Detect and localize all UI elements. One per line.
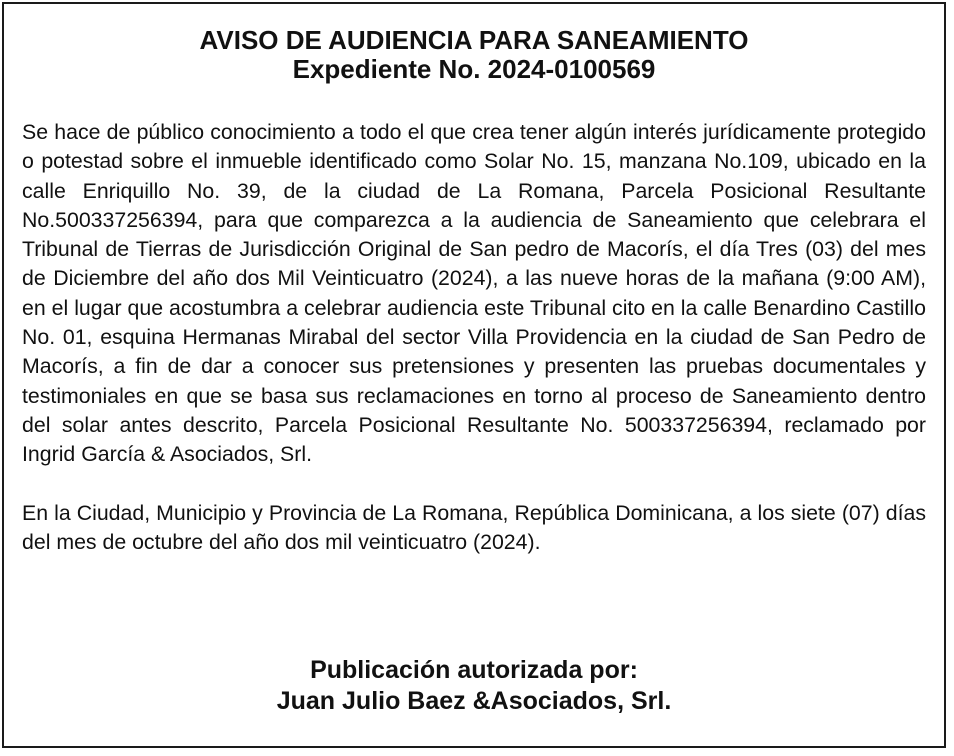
file-number: Expediente No. 2024-0100569: [292, 54, 656, 84]
notice-border: [2, 2, 946, 748]
notice-paragraph-main: Se hace de público conocimiento a todo el que crea tener algún interés jurídicamente protegido o potestad sobre el inmueble identificado como Solar No. 15, manzana No.109, ubicado en la calle Enriquillo No. 39, de la ciudad de La Romana, Parcela Posicional Resultante No.500337256394, para que comparezca a la audiencia de Saneamiento que celebrara el Tribunal de Tierras de Jurisdicción Original de San pedro de Macorís, el día Tres (03) del mes de Diciembre del año dos Mil Veinticuatro (2024), a las nueve horas de la mañana (9:00 AM), en el lugar que acostumbra a celebrar audiencia este Tribunal cito en la calle Benardino Castillo No. 01, esquina Hermanas Mirabal del sector Villa Providencia en la ciudad de San Pedro de Macorís, a fin de dar a conocer sus pretensiones y presenten las pruebas documentales y testimoniales en que se basa sus reclamaciones en torno al proceso de Saneamiento dentro del solar antes descrito, Parcela Posicional Resultante No. 500337256394, reclamado por Ingrid García & Asociados, Srl.: [22, 120, 926, 467]
notice-footer: [4, 655, 944, 717]
notice-body: [22, 118, 926, 557]
authorized-by-name: Juan Julio Baez &Asociados, Srl.: [276, 687, 672, 715]
notice-paragraph-date: En la Ciudad, Municipio y Provincia de La Romana, República Dominicana, a los siete (07) días del mes de octubre del año dos mil veinticuatro (2024).: [22, 500, 926, 555]
notice-header: [4, 26, 944, 84]
notice-title: AVISO DE AUDIENCIA PARA SANEAMIENTO: [199, 25, 749, 55]
authorized-by-label: Publicación autorizada por:: [310, 656, 638, 684]
